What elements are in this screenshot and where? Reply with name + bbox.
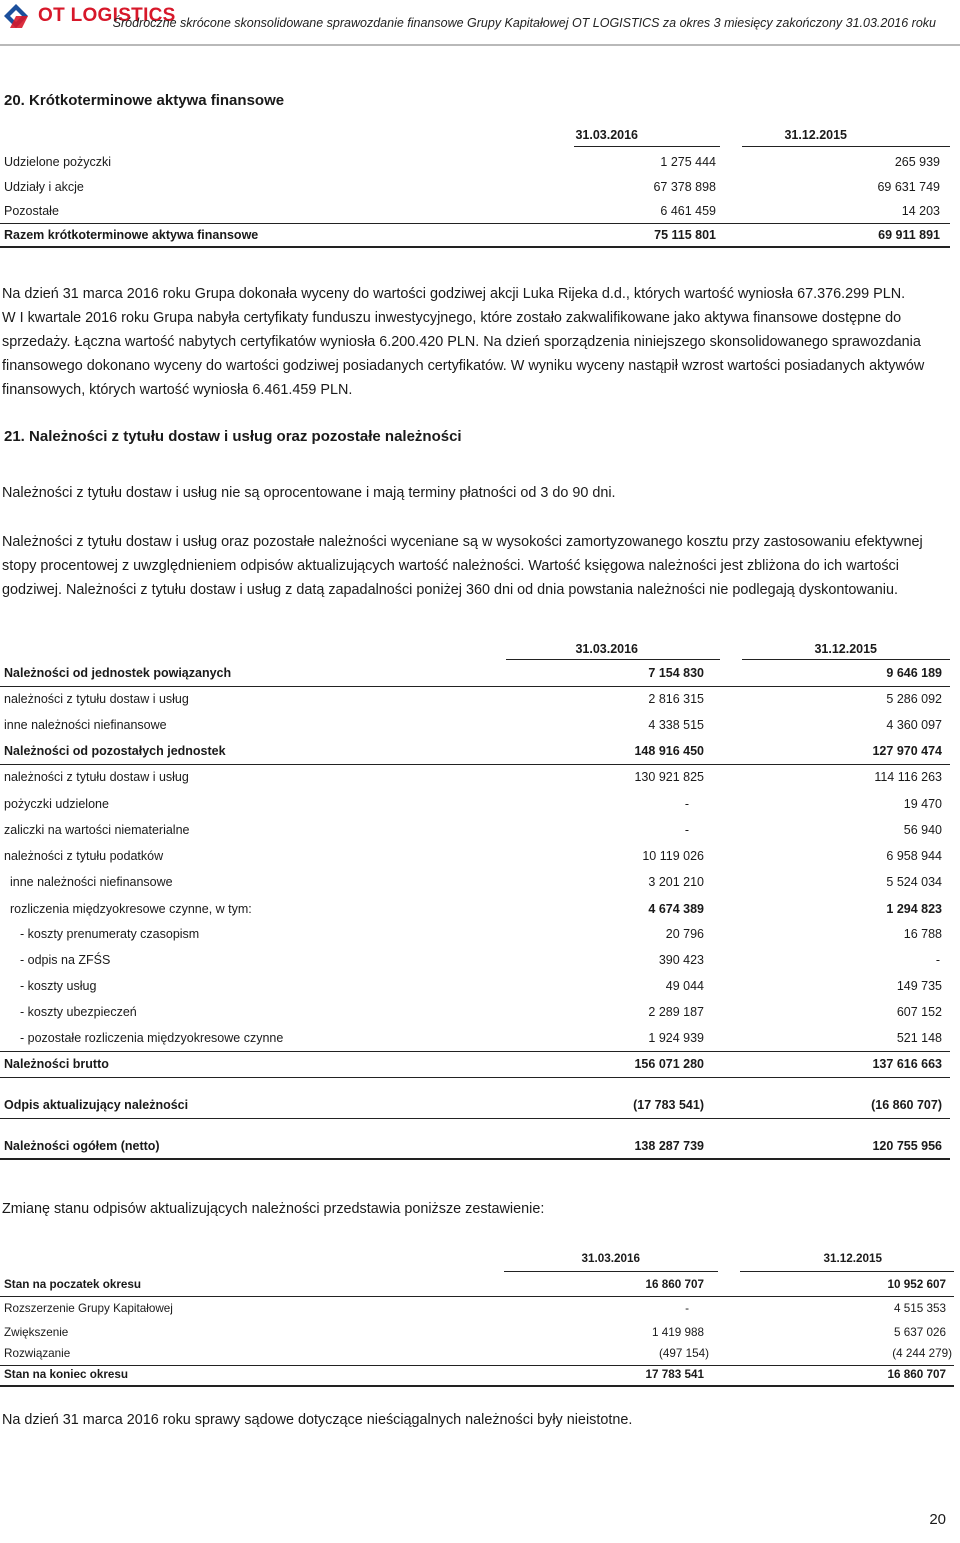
total-double-rule (0, 1158, 950, 1160)
table-row (0, 155, 960, 177)
row-label: należności z tytułu podatków (4, 849, 164, 863)
row-value-2016: 17 783 541 (645, 1368, 704, 1381)
row-value-2015: 1 294 823 (886, 902, 942, 916)
row-label: Należności ogółem (netto) (4, 1139, 160, 1153)
total-double-rule (0, 1385, 954, 1387)
row-value-2016: 6 461 459 (660, 204, 716, 218)
document-title: Śródroczne skrócone skonsolidowane sprawozdanie finansowe Grupy Kapitałowej OT LOGISTICS za okres 3 miesięcy zakończony 31.03.2016 roku (112, 16, 936, 30)
row-value-2016: 4 338 515 (648, 718, 704, 732)
row-value-2016: 1 275 444 (660, 155, 716, 169)
table-row (0, 770, 960, 792)
logo-mark-icon (2, 2, 34, 30)
row-divider (0, 1296, 954, 1297)
row-value-2016: 4 674 389 (648, 902, 704, 916)
row-label: należności z tytułu dostaw i usług (4, 692, 189, 706)
receivables-table (0, 642, 960, 1162)
table-row (0, 953, 960, 975)
paragraph-line: Na dzień 31 marca 2016 roku Grupa dokonała wyceny do wartości godziwej akcji Luka Rijeka d.d., których wartość wyniosła 67.376.299 PLN. (2, 286, 906, 302)
logo-text: OT LOGISTICS (38, 5, 176, 26)
header-underline (742, 146, 950, 147)
row-value-2015: 4 360 097 (886, 718, 942, 732)
row-value-2016: (17 783 541) (633, 1098, 704, 1112)
row-value-2016: 20 796 (665, 927, 704, 941)
row-divider (0, 686, 950, 687)
table-row (0, 902, 960, 924)
row-label: Stan na koniec okresu (4, 1368, 129, 1381)
table-row (0, 1031, 960, 1053)
column-header-2016: 31.03.2016 (581, 1252, 640, 1265)
row-label: Zwiększenie (4, 1326, 69, 1339)
row-value-2016: - (685, 1302, 689, 1315)
section-21-paragraph-3: Zmianę stanu odpisów aktualizujących należności przedstawia poniższe zestawienie: (2, 1201, 545, 1217)
section-21-paragraph-1: Należności z tytułu dostaw i usług nie są oprocentowane i mają terminy płatności od 3 do 90 dni. (2, 485, 616, 501)
row-value-2016: 148 916 450 (634, 744, 704, 758)
table-row (0, 1005, 960, 1027)
table-row (0, 718, 960, 740)
row-value-2016: - (684, 823, 689, 837)
table-row (0, 927, 960, 949)
row-value-2016: - (684, 797, 689, 811)
header-underline (742, 659, 950, 660)
row-value-2016: 2 816 315 (648, 692, 704, 706)
row-value-2016: 1 924 939 (648, 1031, 704, 1045)
row-label: zaliczki na wartości niematerialne (4, 823, 190, 837)
row-value-2015: 56 940 (903, 823, 942, 837)
row-label: Należności od pozostałych jednostek (4, 744, 226, 758)
paragraph-line: finansowego dokonano wyceny do wartości godziwej posiadanych certyfikatów. W wyniku wyceny nastąpił wzrost wartości posiadanych aktywów (2, 358, 925, 374)
financial-assets-table (0, 128, 960, 248)
table-row (0, 875, 960, 897)
row-label: - pozostałe rozliczenia międzyokresowe czynne (20, 1031, 284, 1045)
row-divider (0, 1077, 950, 1078)
row-label: Pozostałe (4, 204, 59, 218)
row-label: należności z tytułu dostaw i usług (4, 770, 189, 784)
table-subtotal-row (0, 1057, 960, 1079)
row-label: Stan na poczatek okresu (4, 1278, 142, 1291)
column-header-2016: 31.03.2016 (575, 642, 638, 656)
row-divider (0, 764, 950, 765)
row-value-2015: 69 911 891 (878, 228, 940, 242)
row-value-2016: 10 119 026 (642, 849, 704, 863)
row-value-2016: 130 921 825 (634, 770, 704, 784)
row-label: - odpis na ZFŚS (20, 953, 111, 967)
row-value-2015: 5 637 026 (894, 1326, 946, 1339)
row-value-2016: 49 044 (665, 979, 704, 993)
row-divider (0, 1365, 954, 1366)
row-label: rozliczenia międzyokresowe czynne, w tym: (10, 902, 252, 916)
section-21-heading: 21. Należności z tytułu dostaw i usług oraz pozostałe należności (4, 428, 462, 445)
header-underline (574, 146, 720, 147)
row-value-2016: 2 289 187 (648, 1005, 704, 1019)
row-value-2015: 6 958 944 (886, 849, 942, 863)
row-value-2016: (497 154) (658, 1347, 709, 1360)
table-row (0, 1098, 960, 1120)
row-value-2015: (16 860 707) (871, 1098, 942, 1112)
paragraph-line: finansowych, których wartość wyniosła 6.461.459 PLN. (2, 382, 353, 398)
header-underline (506, 659, 720, 660)
column-header-2016: 31.03.2016 (575, 128, 638, 142)
table-row (0, 180, 960, 202)
row-label: Udzielone pożyczki (4, 155, 111, 169)
row-value-2015: 5 524 034 (886, 875, 942, 889)
page-header (0, 0, 960, 48)
row-value-2016: 67 378 898 (653, 180, 716, 194)
row-label: Rozwiązanie (4, 1347, 71, 1360)
row-value-2015: 14 203 (901, 204, 940, 218)
row-divider (0, 1118, 950, 1119)
row-label: Należności brutto (4, 1057, 109, 1071)
paragraph-line: Należności z tytułu dostaw i usług oraz pozostałe należności wyceniane są w wysokości zamortyzowanego kosztu przy zastosowaniu efektywnej (2, 534, 923, 550)
row-value-2015: 5 286 092 (886, 692, 942, 706)
row-value-2015: 149 735 (896, 979, 942, 993)
row-value-2015: 127 970 474 (872, 744, 942, 758)
row-value-2015: 521 148 (896, 1031, 942, 1045)
table-row (0, 666, 960, 688)
row-label: pożyczki udzielone (4, 797, 109, 811)
row-value-2016: 3 201 210 (648, 875, 704, 889)
row-label: Odpis aktualizujący należności (4, 1098, 189, 1112)
row-value-2015: 114 116 263 (874, 770, 942, 784)
row-label: - koszty ubezpieczeń (20, 1005, 137, 1019)
row-value-2015: 9 646 189 (886, 666, 942, 680)
row-value-2015: (4 244 279) (892, 1347, 952, 1360)
row-value-2015: 137 616 663 (872, 1057, 942, 1071)
paragraph-line: stopy procentowej z uwzględnieniem odpisów aktualizujących wartość należności. Wartość księgowa należności jest zbliżona do ich wartości (2, 558, 899, 574)
header-underline (740, 1271, 954, 1272)
total-rule (0, 223, 950, 224)
row-label: Razem krótkoterminowe aktywa finansowe (4, 228, 259, 242)
row-value-2015: 69 631 749 (877, 180, 940, 194)
section-21-paragraph-4: Na dzień 31 marca 2016 roku sprawy sądowe dotyczące nieściągalnych należności były nieistotne. (2, 1412, 633, 1428)
paragraph-line: sprzedaży. Łączna wartość nabytych certyfikatów wyniosła 6.200.420 PLN. Na dzień sporządzenia niniejszego skonsolidowanego sprawozdania (2, 334, 921, 350)
table-row (0, 1326, 960, 1348)
row-value-2016: 1 419 988 (652, 1326, 704, 1339)
table-row (0, 979, 960, 1001)
row-value-2015: - (935, 953, 940, 967)
paragraph-line: godziwej. Należności z tytułu dostaw i usług z datą zapadalności poniżej 360 dni od dnia powstania należności nie podlegają dyskontowaniu. (2, 582, 898, 598)
page-number: 20 (929, 1511, 946, 1528)
row-value-2015: 10 952 607 (887, 1278, 946, 1291)
row-value-2015: 16 860 707 (887, 1368, 946, 1381)
column-header-2015: 31.12.2015 (814, 642, 877, 656)
section-20-heading: 20. Krótkoterminowe aktywa finansowe (4, 92, 285, 109)
row-value-2016: 7 154 830 (648, 666, 704, 680)
row-value-2016: 75 115 801 (654, 228, 716, 242)
row-label: Rozszerzenie Grupy Kapitałowej (4, 1302, 173, 1315)
table-row (0, 823, 960, 845)
row-value-2016: 156 071 280 (634, 1057, 704, 1071)
header-underline (504, 1271, 718, 1272)
row-value-2016: 138 287 739 (634, 1139, 704, 1153)
row-value-2015: 19 470 (903, 797, 942, 811)
table-row (0, 797, 960, 819)
column-header-2015: 31.12.2015 (784, 128, 847, 142)
row-value-2016: 16 860 707 (645, 1278, 704, 1291)
row-value-2015: 4 515 353 (894, 1302, 946, 1315)
paragraph-line: W I kwartale 2016 roku Grupa nabyła certyfikaty funduszu inwestycyjnego, które zostało zakwalifikowane jako aktywa finansowe dostępne do (2, 310, 902, 326)
row-divider (0, 1051, 950, 1052)
row-label: Udziały i akcje (4, 180, 84, 194)
header-divider (0, 44, 960, 46)
table-row (0, 849, 960, 871)
row-label: inne należności niefinansowe (4, 718, 167, 732)
row-label: Należności od jednostek powiązanych (4, 666, 232, 680)
row-value-2015: 120 755 956 (872, 1139, 942, 1153)
column-header-2015: 31.12.2015 (823, 1252, 882, 1265)
row-label: - koszty usług (20, 979, 97, 993)
table-row (0, 692, 960, 714)
total-double-rule (0, 246, 950, 248)
row-label: - koszty prenumeraty czasopism (20, 927, 200, 941)
allowance-table (0, 1252, 960, 1392)
row-value-2015: 265 939 (894, 155, 940, 169)
row-value-2015: 16 788 (903, 927, 942, 941)
table-header-row (0, 642, 960, 664)
row-label: inne należności niefinansowe (10, 875, 173, 889)
row-value-2015: 607 152 (896, 1005, 942, 1019)
table-row (0, 1302, 960, 1324)
table-row (0, 744, 960, 766)
row-value-2016: 390 423 (658, 953, 704, 967)
